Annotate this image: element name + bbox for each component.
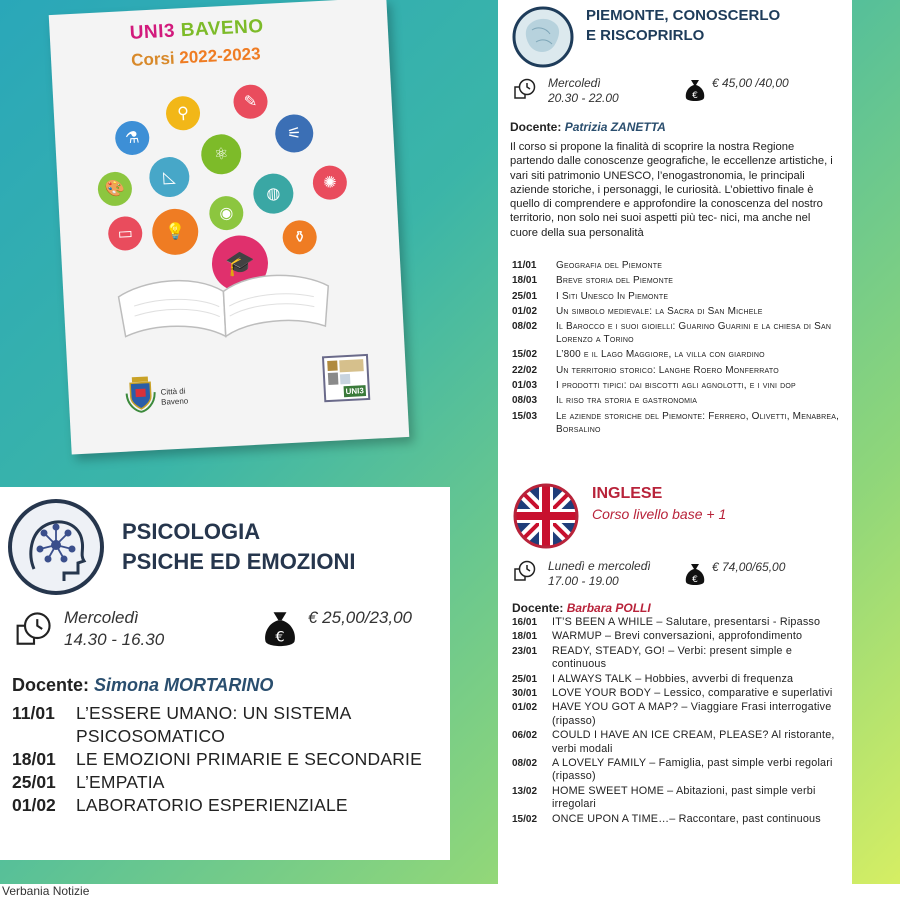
money-bag-icon-inglese — [684, 562, 706, 588]
piemonte-docente-name: Patrizia ZANETTA — [564, 120, 666, 134]
clock-calendar-icon-inglese — [514, 560, 536, 582]
lesson-row — [512, 320, 842, 346]
footer-strip — [0, 884, 900, 900]
lesson-row — [512, 701, 842, 728]
lesson-row — [512, 813, 842, 826]
open-book-icon — [113, 266, 336, 347]
graduation-cap-icon: 🎓 — [211, 234, 270, 293]
magnifier-icon: ⚲ — [165, 95, 201, 131]
inglese-docente-label: Docente: — [512, 601, 564, 615]
inglese-subtitle: Corso livello base + 1 — [592, 506, 727, 522]
lesson-date: 22/02 — [512, 364, 538, 376]
lesson-date: 08/02 — [512, 321, 538, 333]
lesson-row — [512, 259, 842, 272]
lesson-date: 01/02 — [12, 795, 56, 815]
lesson-topic: Geografia del Piemonte — [556, 260, 663, 271]
lesson-date: 23/01 — [512, 645, 538, 657]
svg-text:€: € — [692, 575, 698, 585]
piemonte-title — [586, 6, 780, 46]
inglese-docente — [512, 601, 651, 615]
money-bag-icon-psicologia — [262, 609, 298, 651]
brain-network-icon — [6, 497, 106, 597]
booklet-title — [129, 16, 264, 45]
lesson-topic: HOME SWEET HOME – Abitazioni, past simple verbi irregolari — [552, 784, 816, 811]
psicologia-day: Mercoledì — [64, 608, 139, 627]
lesson-topic: LE EMOZIONI PRIMARIE E SECONDARIE — [76, 749, 422, 769]
lesson-date: 11/01 — [12, 703, 55, 723]
inglese-day: Lunedì e mercoledì — [548, 559, 651, 573]
lesson-date: 11/01 — [512, 260, 537, 271]
lesson-row — [512, 410, 842, 436]
lesson-date: 15/02 — [512, 349, 538, 361]
lesson-date: 25/01 — [12, 772, 56, 792]
psicologia-docente-name: Simona MORTARINO — [94, 675, 274, 695]
clock-calendar-icon — [514, 78, 536, 100]
booklet-title-baveno: BAVENO — [180, 15, 265, 42]
booklet-subtitle — [131, 44, 261, 71]
lesson-row — [12, 794, 442, 817]
lesson-row — [12, 771, 442, 794]
lesson-row — [512, 379, 842, 392]
svg-text:€: € — [275, 629, 285, 646]
lesson-date: 06/02 — [512, 730, 538, 742]
uk-flag-icon — [512, 482, 580, 550]
inglese-schedule — [548, 559, 651, 589]
lesson-topic: COULD I HAVE AN ICE CREAM, PLEASE? Al ristorante, verbi modali — [552, 729, 835, 755]
ruler-triangle-icon: ◺ — [148, 156, 190, 198]
lesson-row — [512, 290, 842, 303]
compass-icon: ⚟ — [274, 113, 314, 153]
piemonte-description: Il corso si propone la finalità di scoprire la nostra Regione partendo dalle conoscenze geografiche, le eccellenze artistiche, i vari siti patrimonio UNESCO, l’enogastronomia, le principali aziende storiche, i personaggi, le curiosità. L’obiettivo finale è quello di comprendere e approfondire la conoscenza del nostro territorio, non solo nei suoi aspetti più tec- nici, ma anche nel cuore della sua personalità — [510, 141, 833, 239]
lesson-topic: WARMUP – Brevi conversazioni, approfondimento — [552, 630, 803, 643]
inglese-time: 17.00 - 19.00 — [548, 574, 619, 588]
uni3-logo-label: UNI3 — [343, 385, 366, 397]
booklet-title-uni3: UNI3 — [129, 20, 176, 44]
lightbulb-icon: 💡 — [151, 208, 199, 256]
lesson-date: 25/01 — [512, 290, 538, 302]
atom-icon: ⚛ — [200, 133, 242, 175]
lesson-topic: Breve storia del Piemonte — [556, 275, 674, 287]
psicologia-docente-label: Docente: — [12, 675, 90, 695]
lesson-date: 18/01 — [512, 275, 538, 287]
piemonte-day: Mercoledì — [548, 76, 601, 90]
piemonte-time: 20.30 - 22.00 — [548, 91, 619, 105]
piemonte-lesson-list — [512, 259, 842, 438]
lesson-topic: Il Barocco e i suoi gioielli: Guarino Guarini e la chiesa di San Lorenzo a Torino — [556, 321, 832, 346]
city-line2: Baveno — [160, 396, 189, 407]
lesson-topic: READY, STEADY, GO! – Verbi: present simple e continuous — [552, 644, 793, 671]
psicologia-card — [0, 487, 450, 860]
lesson-row — [512, 394, 842, 407]
piemonte-map-icon — [510, 6, 576, 68]
uni3-logo — [322, 354, 370, 402]
psicologia-title — [122, 517, 355, 577]
lesson-date: 01/02 — [512, 702, 538, 714]
lesson-row — [512, 348, 842, 361]
psicologia-price: € 25,00/23,00 — [308, 608, 412, 627]
lesson-row — [512, 673, 842, 686]
lesson-row — [512, 757, 842, 784]
lesson-row — [12, 702, 442, 748]
piemonte-docente-label: Docente: — [510, 120, 562, 134]
piemonte-docente — [510, 120, 666, 134]
uni3-logo-graphic — [324, 356, 368, 388]
lesson-date: 15/03 — [512, 410, 538, 422]
svg-text:€: € — [692, 91, 698, 101]
clock-calendar-icon-psicologia — [16, 611, 52, 647]
lesson-date: 30/01 — [512, 688, 538, 700]
lesson-topic: L’800 e il Lago Maggiore, la villa con giardino — [556, 349, 765, 361]
lesson-topic: LOVE YOUR BODY – Lessico, comparative e superlativi — [552, 687, 833, 700]
lesson-row — [512, 364, 842, 377]
piemonte-price: € 45,00 /40,00 — [712, 76, 789, 90]
palette-icon: 🎨 — [97, 171, 133, 207]
pencil-icon: ✎ — [233, 84, 269, 120]
inglese-docente-name: Barbara POLLI — [566, 601, 651, 615]
booklet-subtitle-years: 2022-2023 — [178, 44, 262, 68]
lesson-topic: A LOVELY FAMILY – Famiglia, past simple verbi regolari (ripasso) — [552, 757, 833, 783]
psicologia-title-line1: PSICOLOGIA — [122, 519, 261, 544]
credit-text: Verbania Notizie — [2, 884, 90, 898]
lesson-topic: ONCE UPON A TIME…– Raccontare, past continuous — [552, 812, 821, 825]
lesson-topic: Il riso tra storia e gastronomia — [556, 395, 698, 407]
lesson-row — [512, 729, 842, 756]
psicologia-docente — [12, 675, 273, 696]
lesson-topic: I Siti Unesco In Piemonte — [556, 290, 669, 302]
lesson-topic: L’ESSERE UMANO: UN SISTEMA PSICOSOMATICO — [76, 703, 351, 746]
lesson-row — [512, 305, 842, 318]
lesson-topic: HAVE YOU GOT A MAP? – Viaggiare Frasi interrogative (ripasso) — [552, 701, 832, 727]
lesson-row — [12, 748, 442, 771]
inglese-price: € 74,00/65,00 — [712, 560, 786, 574]
lesson-row — [512, 616, 842, 629]
lesson-date: 15/02 — [512, 813, 538, 825]
city-crest-icon — [123, 372, 159, 414]
lesson-row — [512, 687, 842, 700]
booklet-subtitle-corsi: Corsi — [130, 48, 176, 70]
lesson-topic: L’EMPATIA — [76, 772, 165, 792]
piemonte-title-line2: E RISCOPRIRLO — [586, 27, 705, 44]
lesson-date: 01/03 — [512, 380, 538, 392]
city-line1: Città di — [160, 386, 186, 397]
globe-icon: ◍ — [252, 173, 294, 215]
lesson-topic: I prodotti tipici: dai biscotti agli agnolotti, e i vini dop — [556, 380, 796, 392]
palette-icon-red: ✺ — [312, 165, 348, 201]
lesson-date: 08/02 — [512, 758, 538, 770]
piemonte-title-line1: PIEMONTE, CONOSCERLO — [586, 7, 781, 24]
lesson-date: 18/01 — [12, 749, 56, 769]
lesson-date: 18/01 — [512, 631, 538, 643]
lesson-topic: Un simbolo medievale: la Sacra di San Michele — [556, 305, 763, 317]
course-column-right — [498, 0, 852, 884]
inglese-lesson-list — [512, 616, 842, 882]
lesson-row — [512, 274, 842, 287]
psicologia-time: 14.30 - 16.30 — [64, 630, 165, 649]
lesson-topic: Le aziende storiche del Piemonte: Ferrero, Olivetti, Menabrea, Borsalino — [556, 410, 840, 435]
city-name — [160, 386, 188, 407]
beaker-icon: ⚱ — [282, 219, 318, 255]
lesson-row — [512, 785, 842, 812]
lesson-date: 08/03 — [512, 395, 538, 407]
lesson-topic: IT’S BEEN A WHILE – Salutare, presentarsi - Ripasso — [552, 616, 821, 628]
lesson-date: 16/01 — [512, 617, 538, 628]
lesson-date: 25/01 — [512, 673, 538, 685]
flask-icon: ⚗ — [114, 120, 150, 156]
lesson-topic: I ALWAYS TALK – Hobbies, avverbi di frequenza — [552, 672, 794, 685]
lesson-date: 13/02 — [512, 785, 538, 797]
world-globe-icon: ◉ — [208, 195, 244, 231]
psicologia-lesson-list — [12, 702, 442, 817]
inglese-title: INGLESE — [592, 485, 663, 502]
lesson-date: 01/02 — [512, 305, 538, 317]
booklet-cover — [49, 0, 410, 455]
lesson-topic: LABORATORIO ESPERIENZIALE — [76, 795, 348, 815]
psicologia-schedule — [64, 607, 164, 651]
psicologia-title-line2: PSICHE ED EMOZIONI — [122, 549, 356, 574]
lesson-row — [512, 645, 842, 672]
money-bag-icon — [684, 78, 706, 104]
piemonte-schedule — [548, 76, 619, 106]
chat-icon: ▭ — [107, 216, 143, 252]
lesson-topic: Un territorio storico: Langhe Roero Monferrato — [556, 364, 779, 376]
lesson-row — [512, 630, 842, 643]
